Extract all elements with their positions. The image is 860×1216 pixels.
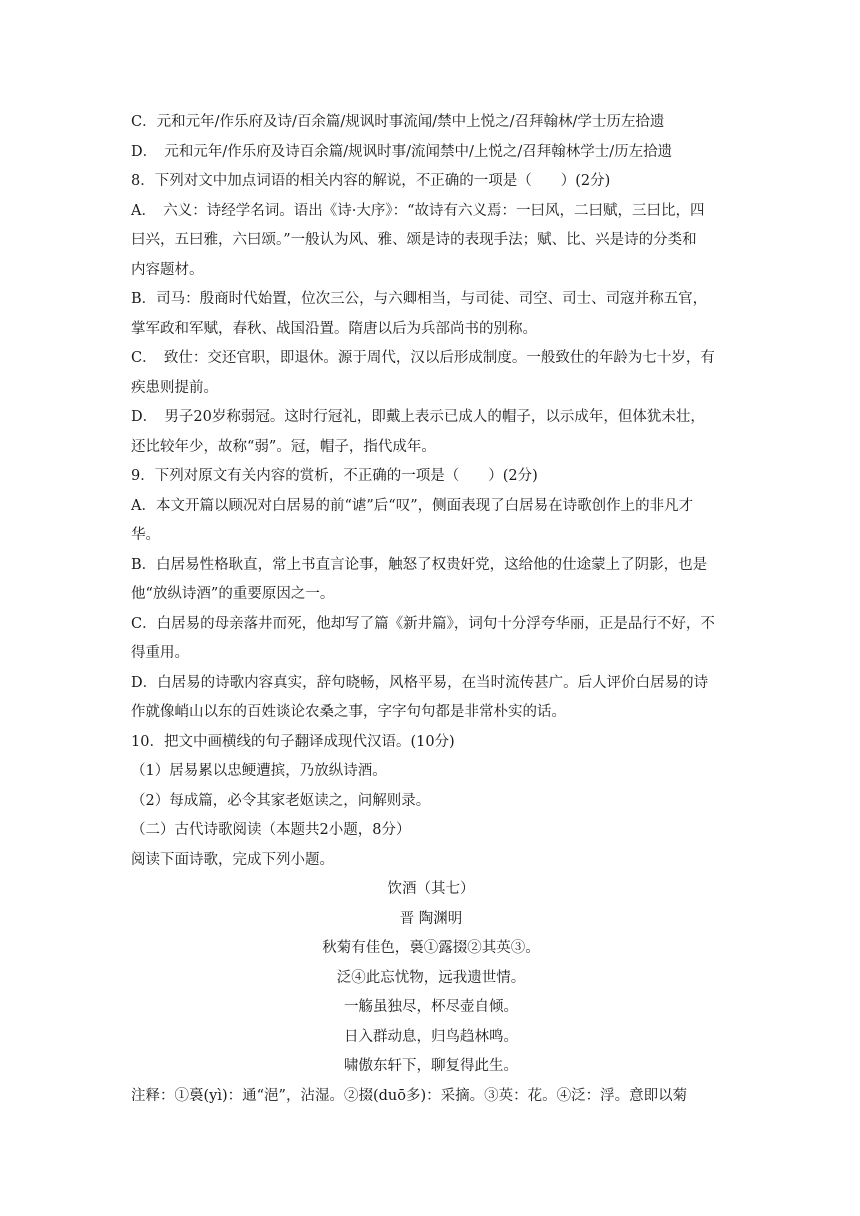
q8-option-a-line-3: 内容题材。 [131,261,204,278]
q8-option-a-line-1: A． 六义：诗经学名词。语出《诗·大序》：“故诗有六义焉：一曰风，二曰赋，三曰比，四 [131,202,705,219]
q8-option-a-line-2: 曰兴，五曰雅，六曰颂。”一般认为风、雅、颂是诗的表现手法；赋、比、兴是诗的分类和 [131,232,697,248]
poem-line-5: 啸傲东轩下，聊复得此生。 [344,1058,518,1074]
section-heading: （二）古代诗歌阅读（本题共2小题，8分） [131,822,411,838]
q8-option-c-line-2: 疾患则提前。 [131,379,218,396]
q10-sentence-1: （1）居易累以忠鲠遭摈，乃放纵诗酒。 [131,763,387,779]
q8-option-c-line-1: C． 致仕：交还官职，即退休。源于周代，汉以后形成制度。一般致仕的年龄为七十岁，有 [131,350,715,366]
poem-author: 晋 陶渊明 [399,910,463,927]
q9-stem: 9．下列对原文有关内容的赏析，不正确的一项是（ ）(2分) [131,468,538,484]
q7-option-d: D． 元和元年/作乐府及诗百余篇/规讽时事/流闻禁中/上悦之/召拜翰林学士/历左拾遗 [131,143,673,160]
q7-option-c: C．元和元年/作乐府及诗/百余篇/规讽时事流闻/禁中上悦之/召拜翰林/学士历左拾遗 [131,114,665,130]
q8-option-b-line-1: B．司马：殷商时代始置，位次三公，与六卿相当，与司徒、司空、司士、司寇并称五官， [131,291,708,307]
q8-option-d-line-1: D． 男子20岁称弱冠。这时行冠礼，即戴上表示已成人的帽子，以示成年，但体犹未壮， [131,409,705,425]
poem-line-1: 秋菊有佳色，裛①露掇②其英③。 [322,940,540,956]
q9-option-b-line-1: B．白居易性格耿直，常上书直言论事，触怒了权贵奸党，这给他的仕途蒙上了阴影，也是 [131,556,708,573]
poem-notes: 注释：①裛(yì)：通“浥”，沾湿。②掇(duō多)：采摘。③英：花。④泛：浮。意即以菊 [131,1087,688,1104]
document-page [131,108,731,1111]
q8-option-b-line-2: 掌军政和军赋，春秋、战国沿置。隋唐以后为兵部尚书的别称。 [131,320,537,337]
q9-option-a-line-2: 华。 [131,527,160,543]
q8-stem: 8．下列对文中加点词语的相关内容的解说，不正确的一项是（ ）(2分) [131,173,611,189]
q9-option-a-line-1: A．本文开篇以顾况对白居易的前“谑”后“叹”，侧面表现了白居易在诗歌创作上的非凡才 [131,497,694,514]
poem-line-3: 一觞虽独尽，杯尽壶自倾。 [344,999,518,1015]
q10-sentence-2: （2）每成篇，必令其家老妪读之，问解则录。 [131,792,431,809]
poem-line-2: 泛④此忘忧物，远我遗世情。 [336,969,526,986]
q9-option-b-line-2: 他“放纵诗酒”的重要原因之一。 [131,586,335,602]
poem-line-4: 日入群动息，归鸟趋林鸣。 [344,1028,518,1045]
q10-stem: 10．把文中画横线的句子翻译成现代汉语。(10分) [131,733,455,750]
q8-option-d-line-2: 还比较年少，故称“弱”。冠，帽子，指代成年。 [131,438,436,455]
q9-option-d-line-2: 作就像峭山以东的百姓谈论农桑之事，字字句句都是非常朴实的话。 [131,704,566,720]
section-instruction: 阅读下面诗歌，完成下列小题。 [131,851,334,868]
q9-option-d-line-1: D．白居易的诗歌内容真实，辞句晓畅，风格平易，在当时流传甚广。后人评价白居易的诗 [131,674,709,691]
poem-title: 饮酒（其七） [387,881,475,897]
q9-option-c-line-2: 得重用。 [131,645,189,661]
q9-option-c-line-1: C．白居易的母亲落井而死，他却写了篇《新井篇》，词句十分浮夸华丽，正是品行不好，不 [131,615,715,632]
